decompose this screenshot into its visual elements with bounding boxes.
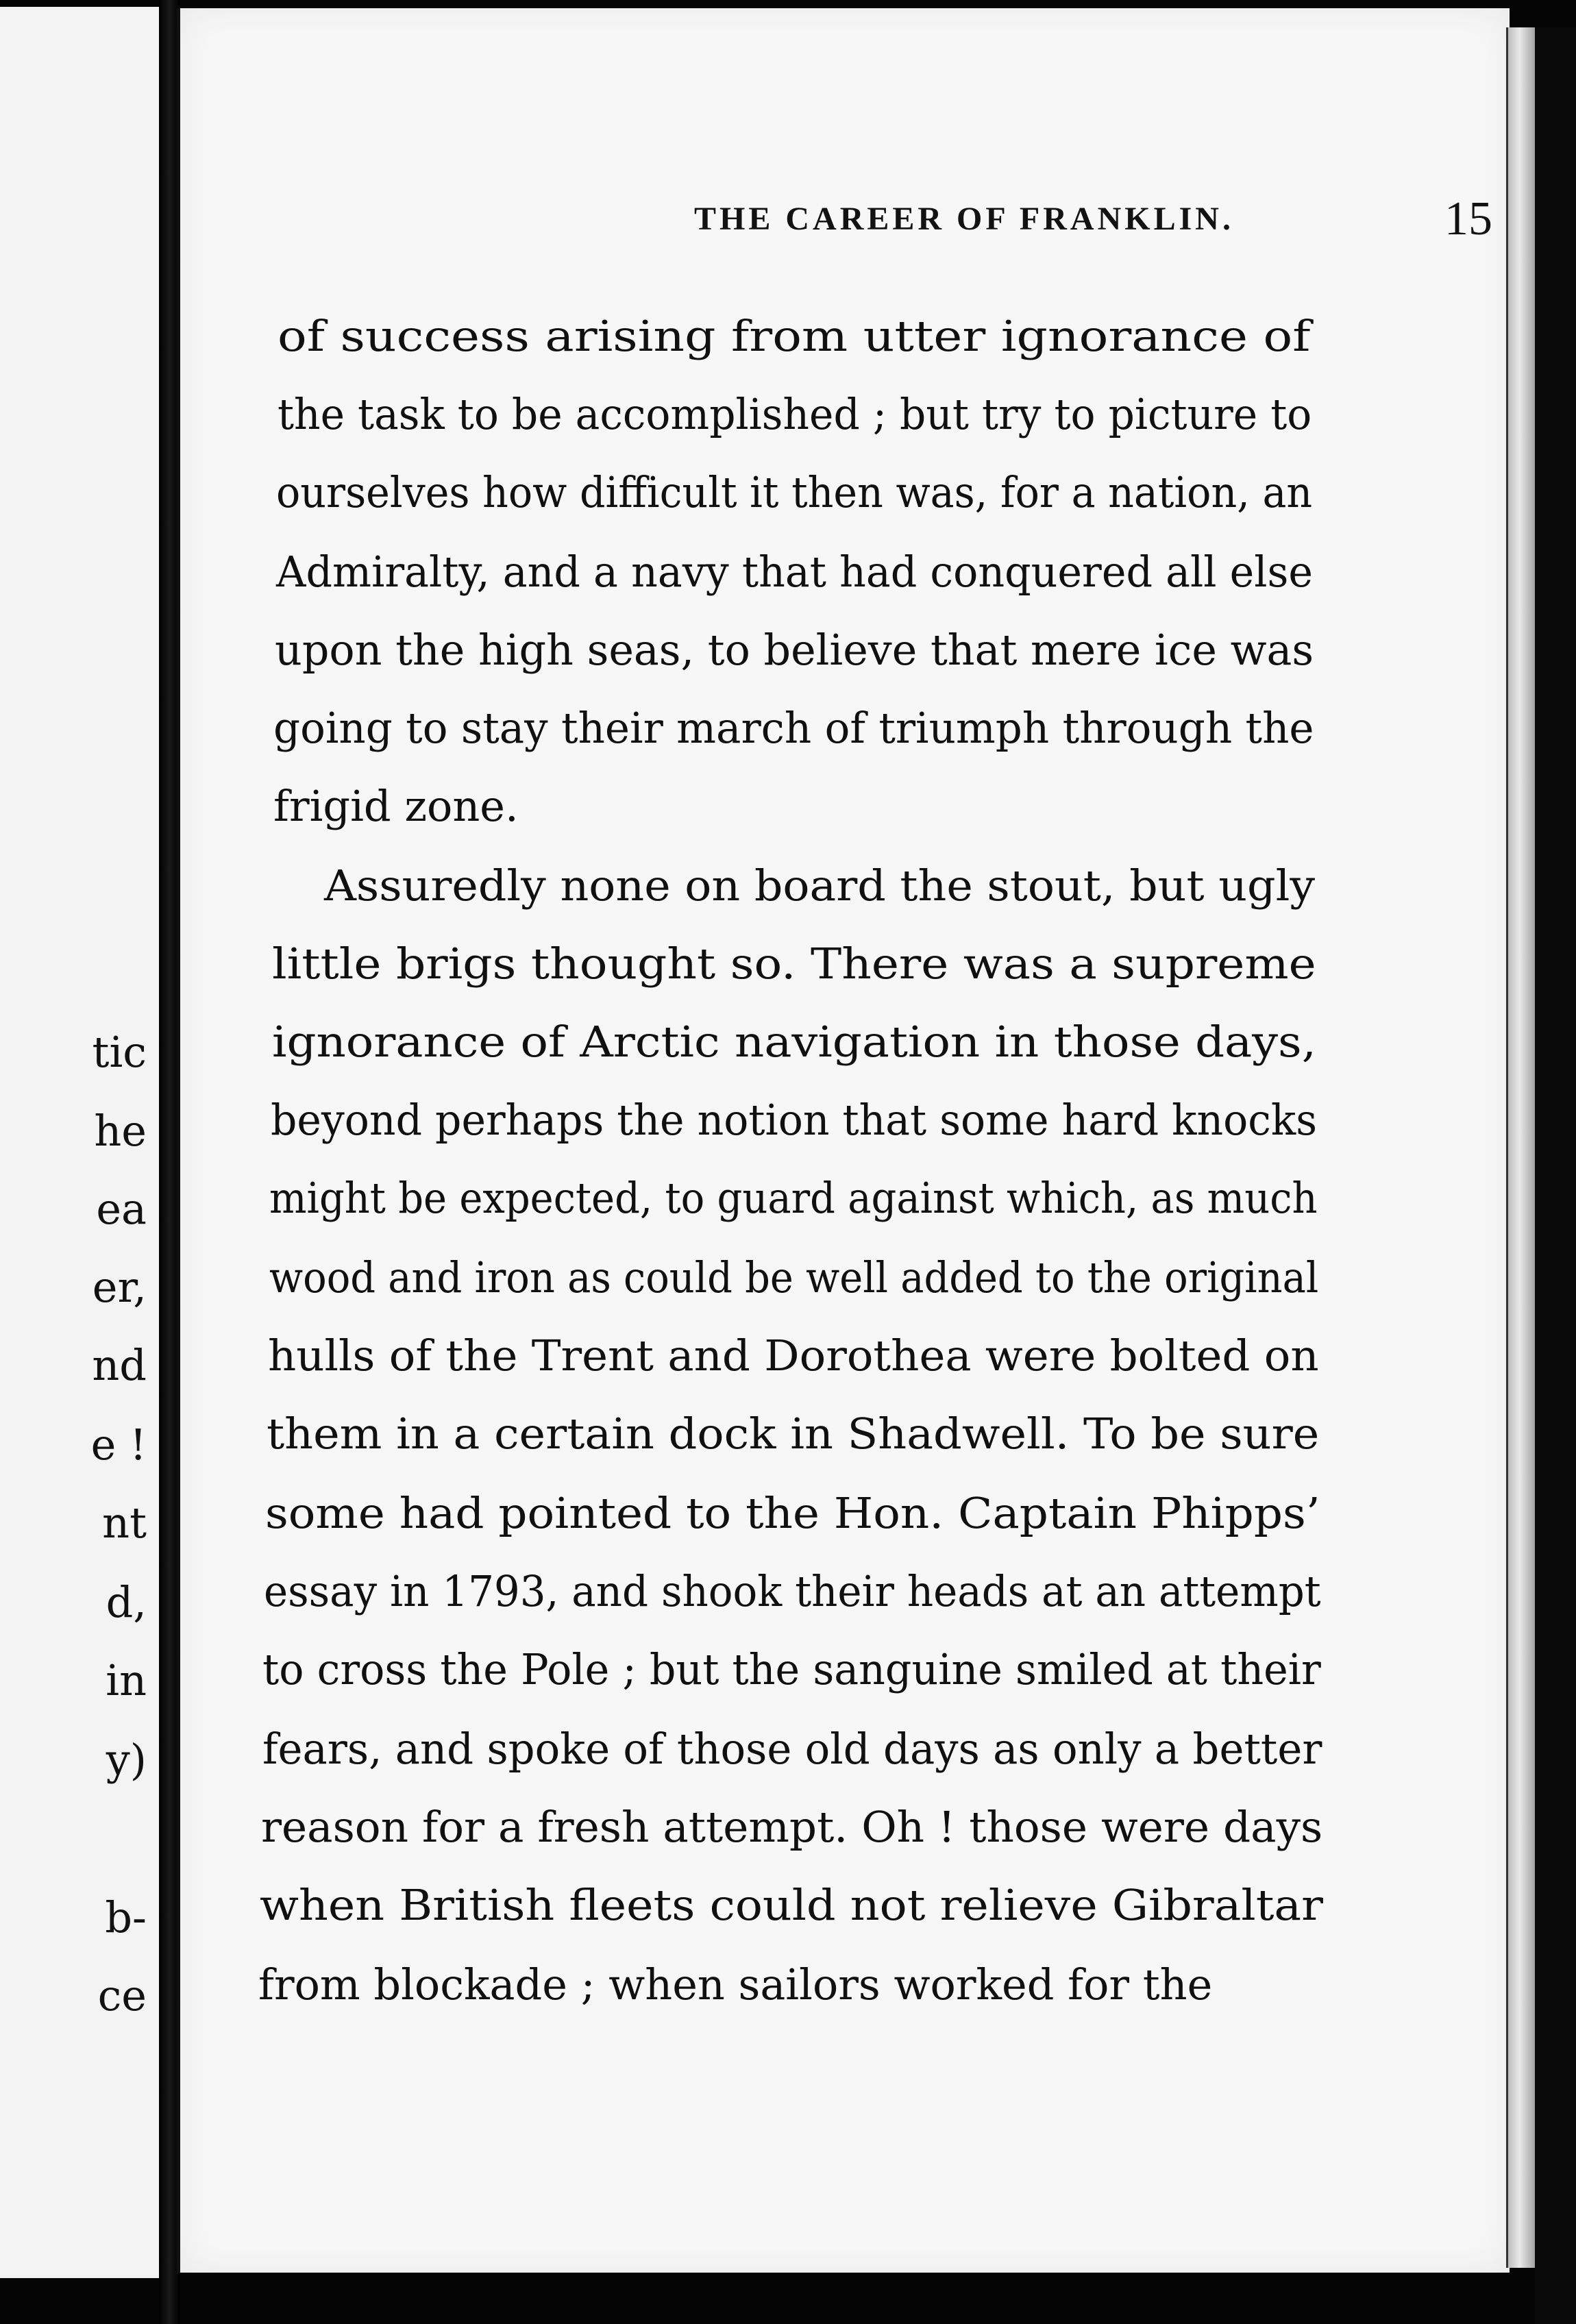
left-page-fragment: ce <box>97 1970 147 2020</box>
left-page-fragment: tic <box>92 1027 147 1077</box>
left-page-fragment: he <box>94 1106 147 1156</box>
body-line: the task to be accomplished ; but try to picture to <box>278 389 1312 439</box>
left-page-fragment: er, <box>92 1262 147 1312</box>
body-line: ourselves how difficult it then was, for a nation, an <box>276 467 1313 517</box>
body-line: upon the high seas, to believe that mere ice was <box>275 625 1314 675</box>
page-number: 15 <box>1444 193 1492 245</box>
body-line: them in a certain dock in Shadwell. To be sure <box>267 1409 1320 1459</box>
body-line: some had pointed to the Hon. Captain Phipps’ <box>265 1488 1320 1538</box>
left-page-fragment: b- <box>105 1892 147 1942</box>
body-line: when British fleets could not relieve Gibraltar <box>260 1880 1323 1930</box>
body-line: going to stay their march of triumph through the <box>273 703 1314 753</box>
body-line: reason for a fresh attempt. Oh ! those were days <box>261 1802 1323 1852</box>
left-page-fragment: in <box>106 1655 147 1705</box>
body-line: might be expected, to guard against which, as much <box>269 1173 1318 1223</box>
left-page-fragment: ea <box>96 1184 147 1234</box>
body-line: of success arising from utter ignorance of <box>278 311 1311 361</box>
left-page-fragment: e ! <box>90 1420 147 1470</box>
cover-edge <box>1535 27 1576 2324</box>
body-line: Admiralty, and a navy that had conquered all else <box>276 547 1314 597</box>
running-head: THE CAREER OF FRANKLIN. <box>694 201 1234 237</box>
body-line: beyond perhaps the notion that some hard knocks <box>271 1095 1318 1145</box>
body-line: essay in 1793, and shook their heads at an attempt <box>264 1566 1321 1616</box>
page-block-edge <box>1506 27 1537 2268</box>
body-line: wood and iron as could be well added to the original <box>269 1252 1319 1302</box>
body-line: frigid zone. <box>273 781 519 831</box>
left-page-fragment: d, <box>106 1577 147 1627</box>
left-page-fragment: y) <box>106 1735 147 1785</box>
left-page-fragment: nd <box>92 1340 147 1390</box>
left-page-fragment: nt <box>102 1498 147 1548</box>
body-line: Assuredly none on board the stout, but ugly <box>324 861 1316 911</box>
facing-page-left <box>0 7 161 2278</box>
body-line: ignorance of Arctic navigation in those days, <box>272 1017 1316 1067</box>
body-line: to cross the Pole ; but the sanguine smiled at their <box>262 1644 1321 1694</box>
body-line: fears, and spoke of those old days as only a better <box>262 1724 1322 1774</box>
body-line: from blockade ; when sailors worked for the <box>258 1960 1213 2010</box>
book-page <box>177 8 1510 2273</box>
body-line: little brigs thought so. There was a supreme <box>272 939 1316 989</box>
body-line: hulls of the Trent and Dorothea were bolted on <box>268 1331 1319 1381</box>
